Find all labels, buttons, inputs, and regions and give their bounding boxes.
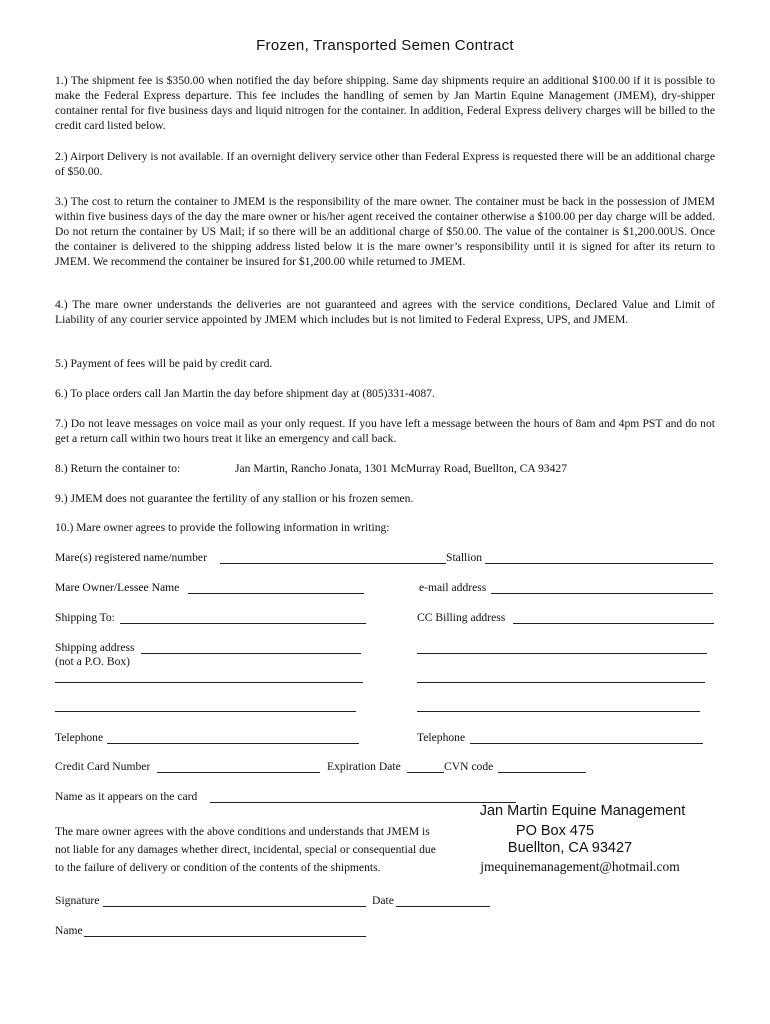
signature-field[interactable] [103, 906, 366, 907]
shipping-address-label: Shipping address [55, 641, 135, 654]
company-email: jmequinemanagement@hotmail.com [480, 859, 680, 874]
agreement-line-3: to the failure of delivery or condition of the contents of the shipments. [55, 861, 381, 874]
email-label: e-mail address [419, 581, 487, 594]
cc-billing-label: CC Billing address [417, 611, 506, 624]
telephone-left-field[interactable] [107, 743, 359, 744]
page-title: Frozen, Transported Semen Contract [256, 37, 514, 54]
telephone-right-label: Telephone [417, 731, 466, 744]
cc-billing-field-2[interactable] [417, 653, 707, 654]
clause-2: 2.) Airport Delivery is not available. If an overnight delivery service other than Federal Express is requested there will be an additional charge of $50.00. [55, 150, 715, 178]
clause-4: 4.) The mare owner understands the deliveries are not guaranteed and agrees with the service conditions, Declared Value and Limit of Liability of any courier service appointed by JMEM which includes but is not limited to Federal Express, UPS, and JMEM. [55, 298, 715, 326]
cc-billing-field-4[interactable] [417, 711, 700, 712]
cvn-field[interactable] [498, 772, 586, 773]
expiration-label: Expiration Date [327, 760, 401, 773]
cvn-label: CVN code [444, 760, 494, 773]
company-name: Jan Martin Equine Management [479, 803, 686, 819]
owner-name-label: Mare Owner/Lessee Name [55, 581, 180, 594]
name-label: Name [55, 924, 83, 937]
not-po-box-note: (not a P.O. Box) [55, 655, 131, 668]
mare-name-label: Mare(s) registered name/number [55, 551, 207, 564]
stallion-label: Stallion [446, 551, 483, 564]
shipping-to-field[interactable] [120, 623, 366, 624]
clause-10: 10.) Mare owner agrees to provide the following information in writing: [55, 521, 390, 534]
stallion-field[interactable] [485, 563, 713, 564]
clause-3: 3.) The cost to return the container to JMEM is the responsibility of the mare owner. The container must be back in the possession of JMEM within five business days of the day the mare owner or his/her agent received the container otherwise a $100.00 per day charge will be added. Do not return the container by US Mail; if so there will be an additional charge of $50.00. The value of the container is $1,200.00US. Once the container is delivered to the shipping address listed below it is the mare owner’s responsibility until it is signed for after its return to JMEM. We recommend the container be insured for $1,200.00 while returned to JMEM. [55, 195, 715, 268]
date-field[interactable] [396, 906, 490, 907]
name-on-card-label: Name as it appears on the card [55, 790, 198, 803]
credit-card-label: Credit Card Number [55, 760, 151, 773]
owner-name-field[interactable] [188, 593, 364, 594]
clause-8-label: 8.) Return the container to: [55, 462, 181, 475]
telephone-right-field[interactable] [470, 743, 703, 744]
signature-label: Signature [55, 894, 100, 907]
shipping-address-field-3[interactable] [55, 711, 356, 712]
telephone-left-label: Telephone [55, 731, 104, 744]
company-po-box: PO Box 475 [515, 823, 595, 839]
cc-billing-field[interactable] [513, 623, 714, 624]
agreement-line-1: The mare owner agrees with the above conditions and understands that JMEM is [55, 825, 430, 838]
expiration-field[interactable] [407, 772, 444, 773]
shipping-address-field[interactable] [141, 653, 361, 654]
email-field[interactable] [491, 593, 713, 594]
shipping-to-label: Shipping To: [55, 611, 115, 624]
date-label: Date [372, 894, 394, 907]
company-city: Buellton, CA 93427 [507, 840, 633, 856]
clause-7: 7.) Do not leave messages on voice mail as your only request. If you have left a message between the hours of 8am and 4pm PST and do not get a return call within two hours treat it like an emergency and call back. [55, 417, 715, 445]
shipping-address-field-2[interactable] [55, 682, 363, 683]
cc-billing-field-3[interactable] [417, 682, 705, 683]
clause-9: 9.) JMEM does not guarantee the fertility of any stallion or his frozen semen. [55, 492, 414, 505]
agreement-line-2: not liable for any damages whether direct, incidental, special or consequential due [55, 843, 436, 856]
name-field[interactable] [84, 936, 366, 937]
mare-name-field[interactable] [220, 563, 446, 564]
credit-card-field[interactable] [157, 772, 320, 773]
clause-6: 6.) To place orders call Jan Martin the day before shipment day at (805)331-4087. [55, 387, 435, 400]
clause-5: 5.) Payment of fees will be paid by credit card. [55, 357, 273, 370]
clause-1: 1.) The shipment fee is $350.00 when notified the day before shipping. Same day shipments require an additional $100.00 if it is possible to make the Federal Express departure. This fee includes the handling of semen by Jan Martin Equine Management (JMEM), dry-shipper container rental for five business days and liquid nitrogen for the container. In addition, Federal Express delivery charges will be billed to the credit card listed below. [55, 74, 715, 132]
return-address: Jan Martin, Rancho Jonata, 1301 McMurray Road, Buellton, CA 93427 [235, 462, 567, 475]
